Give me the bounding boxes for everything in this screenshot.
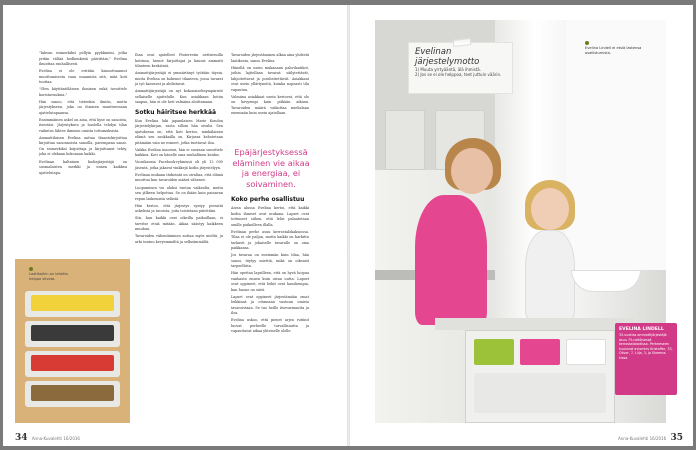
paragraph: Hän sanoo, että tietenkin ilmiön, mutta järjestykseen, joka on ihmisen muuttuessaan ajattelutapaansa. <box>39 99 127 115</box>
paragraph: "Inkvan esimerkiksi pöllyin pyykkiniini, jotka yritän vältää hedkenkistä päivittäin," Evelina ilmoittaa rauhallisesti. <box>39 51 127 66</box>
motto-item: 1) Muuta yrrtyääntä, älä ihmistä. <box>415 67 482 72</box>
yellow-bin <box>31 295 114 311</box>
text-column-1 <box>39 51 127 178</box>
girl-figure <box>525 230 575 320</box>
cabinet <box>385 110 425 170</box>
text-column-3 <box>231 53 309 118</box>
paragraph: Hän kertoo, että järjestys syntyy pienistä askelista ja tavoista, joita toistetaan päivittäin. <box>135 203 223 214</box>
paragraph: Evelinan mukaan tärkeintä on oivaltaa, että elämä muuttuu kun tavaroiden määrä vähenee. <box>135 172 223 183</box>
paragraph: Aivan alussa Evelina kertoi, että kaikki kodin ihmiset ovat mukana. Lapset ovat tottuneet siihen, että lelut palautetaan omille paikoilleen illalla. <box>231 206 309 227</box>
text-column-2 <box>135 53 223 247</box>
pull-quote: Epäjärjestyksessä eläminen vie aikaa ja energiaa, ei soivaminen. <box>232 147 310 189</box>
folio-left <box>15 433 80 443</box>
page-number: 34 <box>15 433 28 443</box>
motto-note <box>408 42 513 94</box>
window <box>566 20 666 270</box>
tape <box>453 38 472 47</box>
table-top <box>435 318 635 330</box>
drawer-photo <box>15 259 130 423</box>
folio-text: Anna-Kuvalehti 16/2016 <box>618 436 667 441</box>
motto-item: 2) Jos se ei ole helppoa, teet juttuin väärin. <box>415 72 502 78</box>
drawer-shelf <box>25 351 120 377</box>
paragraph: Lapset ovat oppineet järjestämään omat leikkinsä ja ottamaan vastuun omista tavaroistaan. Se tuo heille itsevarmuutta ja iloa. <box>231 294 309 316</box>
paragraph: Vuosikausia Facebook-ryhmissä oli yli 12 000 jäsentä, jotka jakavat vinkkejä kodin järjestelyyn. <box>135 160 223 170</box>
pin-icon <box>585 41 589 45</box>
brown-bin <box>31 385 114 401</box>
paragraph: Ammattijärjestäjä on nyt kokonaiselinympäristö sellaiselle ajattelulle. Kun asiakkaan kotiin saapuu, hän ei ole heti valmiina aloittamaan. <box>135 89 223 105</box>
photo-caption: Laatikoihin on laitettu helppo siivota. <box>29 267 73 282</box>
paragraph: Evelinan perhe asuu kerrostalokaksiossa. Tilaa ei ole paljon, mutta kaikki on harkittu tarkasti ja jokaiselle tavaralle on oma paikkansa. <box>231 229 309 251</box>
bio-text: 35-vuotias ammattijärjestäjä asuu 75-neliöisessä kerrostalokodissa. Perheeseen kuuluvat aviomies Kristoffer, 33, Oliver, 7, Lilja, 3, ja Sheema-kissa. <box>619 333 673 360</box>
page-gutter <box>347 5 350 446</box>
paragraph: Luopuminen voi aluksi tuntua vaikealta, mutta sen jälkeen helpottaa. Se on ikään kuin painavan repun laskemista selästä. <box>135 185 223 201</box>
paragraph: Evelinan kaltainen kodinjärjestäjä on suomalaisten merkki ja ennen kaikkea ajattelutapa. <box>39 159 127 175</box>
folio-text: Anna-Kuvalehti 16/2016 <box>31 436 80 441</box>
girl-face <box>531 188 569 230</box>
paragraph: Jos tavaraa on enemmän kuin tilaa, hän sanoo, täytyy miettiä, mikä on oikeasti tarpeellista. <box>231 253 309 269</box>
pink-tray <box>520 339 560 365</box>
text-column-3-lower <box>231 193 309 337</box>
paragraph: Ensimmäinen askel on aina, että kyse on sanoista, itsestäsi. Järjestyksen ja huolella tehdyn tilan vaikutus lähtee ihmisen omista tottumuksista. <box>39 117 127 133</box>
drawer-shelf <box>25 321 120 347</box>
magazine-spread <box>3 5 693 446</box>
page-number: 35 <box>670 433 683 443</box>
dark-bin <box>31 325 114 341</box>
paragraph: "Olen käyttäntöläinen ihminen enkä tavoittele koristavuuksia." <box>39 87 127 97</box>
drawer-shelf <box>25 381 120 407</box>
paragraph: Evelina ei ole erittäin kimoottuannut muuttumisesta vaan osaamista sitä, mitä koti tuottaa. <box>39 69 127 85</box>
green-tray <box>474 339 514 365</box>
red-bin <box>31 355 114 371</box>
woman-face <box>451 148 493 194</box>
pin-icon <box>29 267 33 271</box>
paragraph: Ammattijärjestäjä ei ymmärtänyt työtään täysin, mutta Evelina on kokenut tilanteen, jossa tavarat ja työ kasvavat ja ahdistavat. <box>135 71 223 87</box>
bio-name: EVELINA LINDELL <box>619 327 664 332</box>
paragraph: Tavaroiden järjestäminen alkaa aina yhdestä laatikosta, sanoo Evelina. <box>231 53 309 63</box>
bowl <box>571 270 641 292</box>
drawer-shelf <box>25 291 120 317</box>
paragraph: Ihan ovat ajatelleet Pinterestin nettisivuilla kotiinsa, hienot kirjoittajat ja kaunis ammatti tilanteen keskiössä. <box>135 53 223 68</box>
paragraph: Ammattilaisen Evelina aattaa ilmastokirjoittaa kirjoittaa sanonnoista sanoilla, parempana sanat. On esimerkiksi kirjoittaja ja kirjoittanut tehty, joka ei olekaan kokonaan kaikki. <box>39 135 127 157</box>
photo-caption: Evelina Lindell ei etsiä lastensa osallistumista. <box>585 41 643 56</box>
paragraph: Hän opettaa lapsilleen, että on hyvä luopua vanhasta ennen kuin ostaa uutta. Lapset ovat oppineet, että leikit ovat hauskempia, kun huone on siisti. <box>231 271 309 292</box>
tray <box>474 373 606 413</box>
subheading: Sotku häiritsee herkkää <box>135 108 217 116</box>
paragraph: Kun Evelina luki japanilaisen Marie Kondon järjestelykirjan, vasta silloin hän oivalsi. Sen ajatuksena on, että koti kertoo, minkälainen elämä sen asukkailla on. Kirjassa kehotetaan pitämään vain ne esineet, jotka tuottavat iloa. <box>135 118 223 145</box>
paragraph: Vaikka Evelina innostui, hän ei suoraan suosittele kaikkea. Koti on hänelle oma rauhallinen keidas. <box>135 147 223 158</box>
woman-figure <box>415 195 487 325</box>
motto-title: Evelinan järjestelymotto <box>415 47 480 67</box>
paragraph: Siis, kun kaikki ovat oikeilla paikoillaan, ei tarvitse etsiä mitään. Aikaa säästyy kaikkeen muuhun. <box>135 216 223 232</box>
folio-right <box>618 433 683 443</box>
paragraph: Hänellä on usein mukanaan pahvilaatikot, joihin lajitellaan tavarat: säilytettävät, lahjoitettavat ja poisheitettävät. Asiakkaat ovat usein yllättyneitä, kuinka nopeasti tila vapautuu. <box>231 65 309 92</box>
paragraph: Evelina uskoo, että pienet arjen rutiinit luovat perheelle turvallisuutta ja vapauttavat aikaa yhteiselle ololle. <box>231 318 309 334</box>
subheading: Koko perhe osallistuu <box>231 196 305 203</box>
bio-box <box>615 323 677 395</box>
paragraph: Valmiina asiakkaat usein kertovat, että olo on kevyempi kuin pitkään aikaan. Tavaroiden määrä vaikuttaa mielialaan enemmän kuin usein ajatellaan. <box>231 94 309 116</box>
white-tray <box>566 339 606 365</box>
paragraph: Tavaroiden vähentäminen auttaa myös mieltä, ja arki tuntuu kevyemmältä ja selkeämmältä. <box>135 234 223 244</box>
drawer <box>465 330 615 423</box>
